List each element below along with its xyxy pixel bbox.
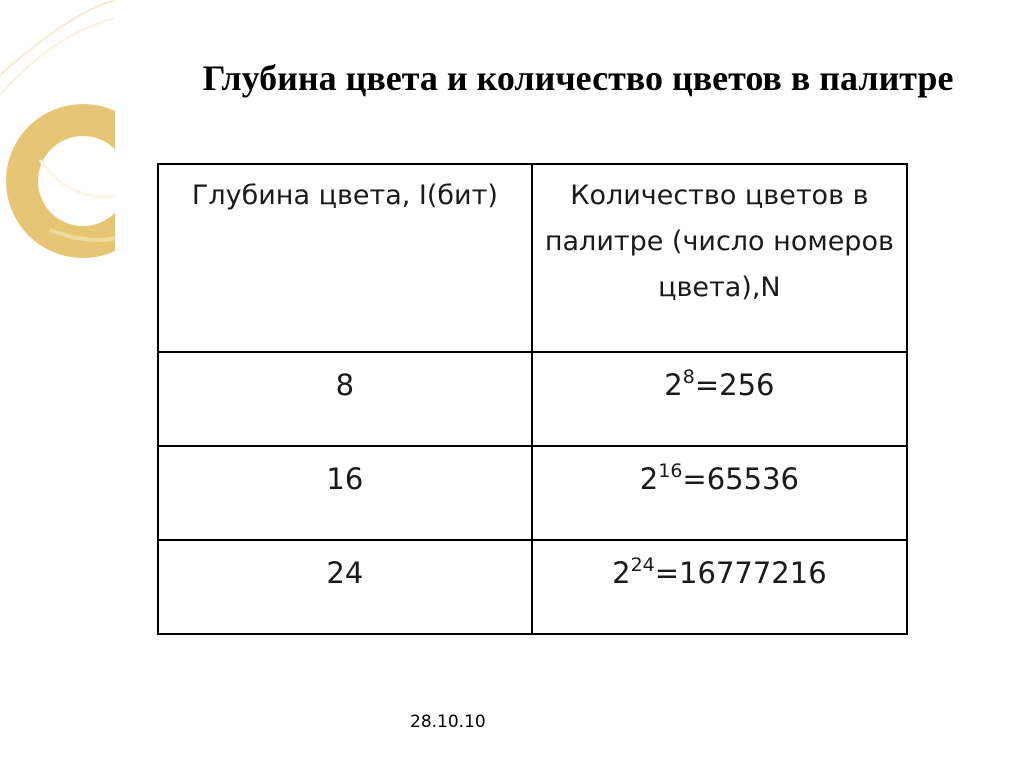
cell-depth: 24 [158, 540, 532, 634]
header-color-depth: Глубина цвета, I(бит) [158, 164, 532, 352]
slide-title: Глубина цвета и количество цветов в палитре [202, 58, 954, 98]
cell-depth: 16 [158, 446, 532, 540]
table-header-row [158, 164, 907, 352]
cell-count [532, 352, 907, 446]
count-exponent: 8 [682, 366, 695, 388]
table-row [158, 352, 907, 446]
count-result: =65536 [682, 462, 799, 496]
cell-count [532, 446, 907, 540]
color-depth-table [157, 163, 908, 635]
count-base: 2 [664, 368, 683, 402]
decorative-ring-graphic [0, 0, 115, 260]
table-row [158, 446, 907, 540]
table-row [158, 540, 907, 634]
count-base: 2 [612, 556, 631, 590]
cell-count [532, 540, 907, 634]
count-base: 2 [639, 462, 659, 496]
cell-depth: 8 [158, 352, 532, 446]
count-result: =16777216 [654, 556, 827, 590]
count-exponent: 16 [658, 460, 683, 482]
count-result: =256 [694, 368, 775, 402]
count-exponent: 24 [630, 554, 655, 576]
slide-date: 28.10.10 [410, 712, 486, 732]
header-palette-count: Количество цветов в палитре (число номеров цвета),N [532, 164, 907, 352]
